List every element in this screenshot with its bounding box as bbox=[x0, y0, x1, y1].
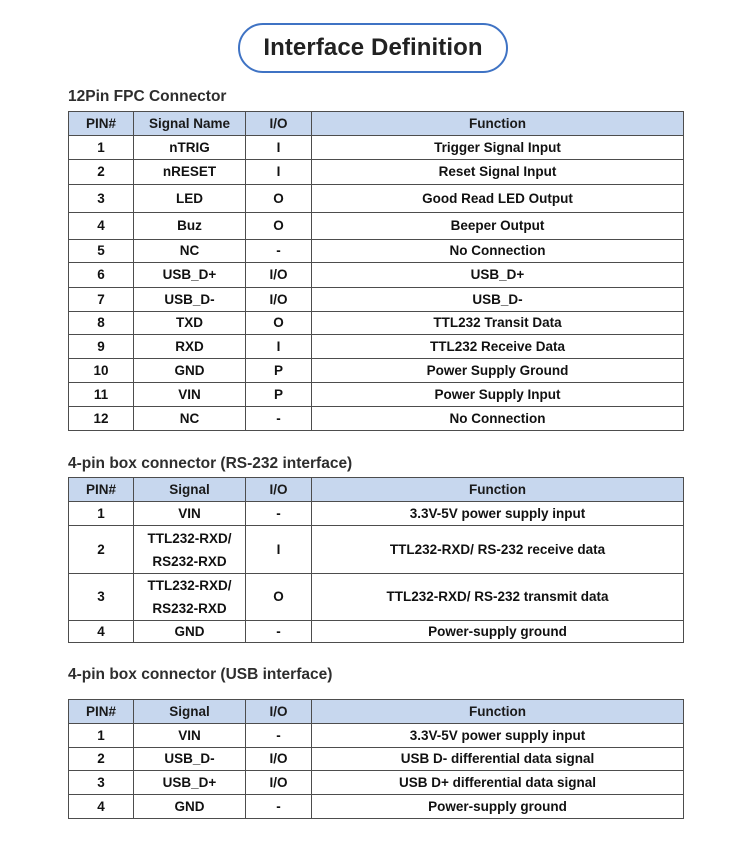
pin-cell: 2 bbox=[69, 526, 134, 574]
io-cell: - bbox=[246, 795, 312, 819]
function-cell: USB D- differential data signal bbox=[312, 748, 684, 771]
header-signal: Signal bbox=[134, 700, 246, 724]
signal-cell: Buz bbox=[134, 213, 246, 240]
table-row bbox=[69, 748, 684, 771]
signal-cell: VIN bbox=[134, 383, 246, 407]
function-cell: Power Supply Ground bbox=[312, 359, 684, 383]
io-cell: - bbox=[246, 621, 312, 643]
pin-cell: 6 bbox=[69, 263, 134, 288]
io-cell: I/O bbox=[246, 263, 312, 288]
table-row bbox=[69, 240, 684, 263]
io-cell: I bbox=[246, 136, 312, 160]
pin-cell: 4 bbox=[69, 621, 134, 643]
signal-cell: USB_D- bbox=[134, 288, 246, 312]
io-cell: I/O bbox=[246, 748, 312, 771]
table-row bbox=[69, 771, 684, 795]
pin-cell: 1 bbox=[69, 724, 134, 748]
pin-cell: 8 bbox=[69, 312, 134, 335]
function-cell: No Connection bbox=[312, 407, 684, 431]
io-cell: O bbox=[246, 312, 312, 335]
function-cell: 3.3V-5V power supply input bbox=[312, 502, 684, 526]
io-cell: I/O bbox=[246, 771, 312, 795]
signal-cell: TTL232-RXD/ RS232-RXD bbox=[134, 574, 246, 621]
signal-cell: nTRIG bbox=[134, 136, 246, 160]
table-row bbox=[69, 288, 684, 312]
pin-cell: 9 bbox=[69, 335, 134, 359]
table-row bbox=[69, 185, 684, 213]
table-row bbox=[69, 574, 684, 621]
signal-cell: TTL232-RXD/ RS232-RXD bbox=[134, 526, 246, 574]
table-row bbox=[69, 335, 684, 359]
pin-cell: 11 bbox=[69, 383, 134, 407]
function-cell: Trigger Signal Input bbox=[312, 136, 684, 160]
signal-cell: NC bbox=[134, 407, 246, 431]
signal-cell: USB_D- bbox=[134, 748, 246, 771]
pin-cell: 2 bbox=[69, 160, 134, 185]
header-io: I/O bbox=[246, 112, 312, 136]
io-cell: - bbox=[246, 502, 312, 526]
header-function: Function bbox=[312, 478, 684, 502]
usb-pin-table bbox=[68, 699, 684, 819]
pin-cell: 2 bbox=[69, 748, 134, 771]
io-cell: I/O bbox=[246, 288, 312, 312]
pin-cell: 4 bbox=[69, 213, 134, 240]
header-io: I/O bbox=[246, 478, 312, 502]
io-cell: P bbox=[246, 383, 312, 407]
function-cell: Reset Signal Input bbox=[312, 160, 684, 185]
function-cell: TTL232-RXD/ RS-232 receive data bbox=[312, 526, 684, 574]
signal-cell: NC bbox=[134, 240, 246, 263]
header-function: Function bbox=[312, 112, 684, 136]
pin-cell: 1 bbox=[69, 502, 134, 526]
table-row bbox=[69, 795, 684, 819]
io-cell: O bbox=[246, 213, 312, 240]
signal-cell: USB_D+ bbox=[134, 263, 246, 288]
pin-cell: 10 bbox=[69, 359, 134, 383]
table-header-row bbox=[69, 112, 684, 136]
signal-cell: VIN bbox=[134, 502, 246, 526]
function-cell: Power-supply ground bbox=[312, 621, 684, 643]
pin-cell: 3 bbox=[69, 574, 134, 621]
io-cell: - bbox=[246, 240, 312, 263]
pin-cell: 12 bbox=[69, 407, 134, 431]
pin-cell: 5 bbox=[69, 240, 134, 263]
header-signal: Signal bbox=[134, 478, 246, 502]
signal-cell: RXD bbox=[134, 335, 246, 359]
io-cell: O bbox=[246, 574, 312, 621]
rs232-pin-table bbox=[68, 477, 684, 643]
section-title-fpc: 12Pin FPC Connector bbox=[68, 88, 227, 105]
signal-cell: nRESET bbox=[134, 160, 246, 185]
signal-cell: GND bbox=[134, 359, 246, 383]
header-pin: PIN# bbox=[69, 700, 134, 724]
table-row bbox=[69, 136, 684, 160]
header-pin: PIN# bbox=[69, 112, 134, 136]
function-cell: 3.3V-5V power supply input bbox=[312, 724, 684, 748]
table-header-row bbox=[69, 478, 684, 502]
pin-cell: 3 bbox=[69, 771, 134, 795]
signal-cell: USB_D+ bbox=[134, 771, 246, 795]
table-header-row bbox=[69, 700, 684, 724]
fpc-pin-table bbox=[68, 111, 684, 431]
header-io: I/O bbox=[246, 700, 312, 724]
io-cell: I bbox=[246, 526, 312, 574]
table-row bbox=[69, 724, 684, 748]
function-cell: Good Read LED Output bbox=[312, 185, 684, 213]
pin-cell: 4 bbox=[69, 795, 134, 819]
pin-cell: 7 bbox=[69, 288, 134, 312]
function-cell: TTL232 Transit Data bbox=[312, 312, 684, 335]
pin-cell: 3 bbox=[69, 185, 134, 213]
table-row bbox=[69, 526, 684, 574]
io-cell: - bbox=[246, 407, 312, 431]
function-cell: USB_D+ bbox=[312, 263, 684, 288]
header-signal: Signal Name bbox=[134, 112, 246, 136]
pin-cell: 1 bbox=[69, 136, 134, 160]
io-cell: O bbox=[246, 185, 312, 213]
io-cell: - bbox=[246, 724, 312, 748]
table-row bbox=[69, 359, 684, 383]
signal-cell: GND bbox=[134, 795, 246, 819]
signal-cell: LED bbox=[134, 185, 246, 213]
section-title-usb: 4-pin box connector (USB interface) bbox=[68, 666, 333, 683]
signal-cell: TXD bbox=[134, 312, 246, 335]
table-row bbox=[69, 213, 684, 240]
function-cell: USB_D- bbox=[312, 288, 684, 312]
table-row bbox=[69, 263, 684, 288]
table-row bbox=[69, 383, 684, 407]
function-cell: No Connection bbox=[312, 240, 684, 263]
io-cell: I bbox=[246, 160, 312, 185]
signal-cell: GND bbox=[134, 621, 246, 643]
function-cell: USB D+ differential data signal bbox=[312, 771, 684, 795]
table-row bbox=[69, 312, 684, 335]
io-cell: P bbox=[246, 359, 312, 383]
table-row bbox=[69, 502, 684, 526]
function-cell: Power-supply ground bbox=[312, 795, 684, 819]
io-cell: I bbox=[246, 335, 312, 359]
function-cell: TTL232-RXD/ RS-232 transmit data bbox=[312, 574, 684, 621]
header-pin: PIN# bbox=[69, 478, 134, 502]
signal-cell: VIN bbox=[134, 724, 246, 748]
function-cell: Beeper Output bbox=[312, 213, 684, 240]
table-row bbox=[69, 621, 684, 643]
function-cell: Power Supply Input bbox=[312, 383, 684, 407]
section-title-rs232: 4-pin box connector (RS-232 interface) bbox=[68, 455, 353, 472]
table-row bbox=[69, 160, 684, 185]
header-function: Function bbox=[312, 700, 684, 724]
function-cell: TTL232 Receive Data bbox=[312, 335, 684, 359]
page-title: Interface Definition bbox=[238, 23, 508, 73]
table-row bbox=[69, 407, 684, 431]
